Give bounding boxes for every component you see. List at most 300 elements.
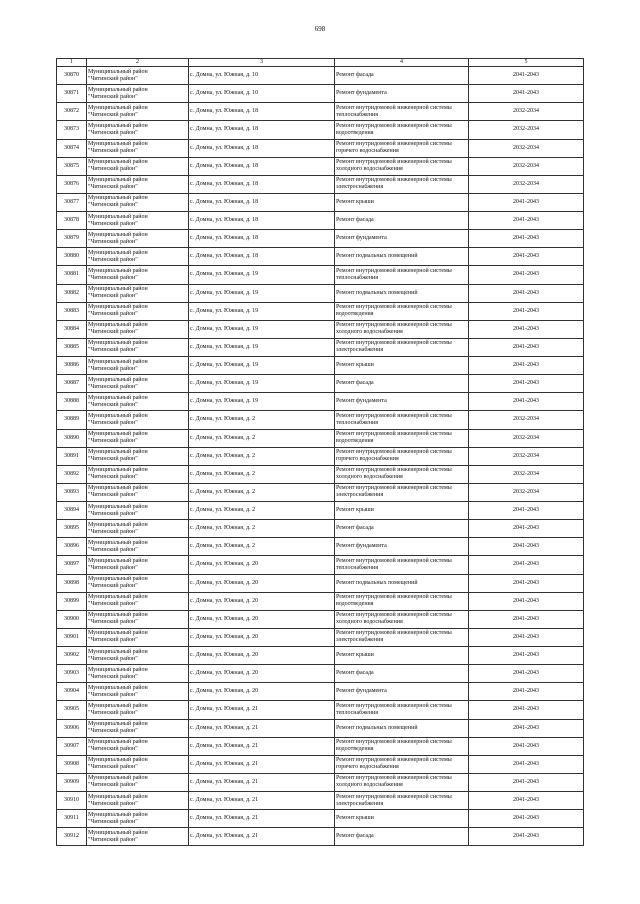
district-cell [87, 103, 189, 121]
district-cell [87, 810, 189, 828]
header-cell: 4 [335, 59, 469, 67]
district-cell [87, 175, 189, 193]
address-cell: с. Домна, ул. Южная, д. 2 [189, 411, 335, 429]
district-cell [87, 67, 189, 85]
row-number-cell: 30903 [57, 665, 87, 683]
row-number-cell: 30889 [57, 411, 87, 429]
work-type-line: Ремонт крыши [336, 652, 374, 659]
work-type-line: Ремонт внутридомовой инженерной системы [336, 412, 452, 419]
address-cell: с. Домна, ул. Южная, д. 19 [189, 302, 335, 320]
address-cell: с. Домна, ул. Южная, д. 20 [189, 592, 335, 610]
work-type-line: электроснабжения [336, 184, 384, 191]
work-type-line: Ремонт внутридомовой инженерной системы [336, 485, 452, 492]
table-body [57, 67, 584, 846]
row-number-cell: 30883 [57, 302, 87, 320]
work-type-line: Ремонт внутридомовой инженерной системы [336, 449, 452, 456]
district-line: Муниципальный район [88, 86, 148, 93]
work-type-cell [335, 773, 469, 791]
district-line: Муниципальный район [88, 177, 148, 184]
row-number-cell: 30901 [57, 628, 87, 646]
row-number-cell: 30898 [57, 574, 87, 592]
table-row [57, 375, 584, 393]
district-line: Муниципальный район [88, 431, 148, 438]
district-line: "Читинский район" [88, 655, 138, 662]
work-type-line: водоотведения [336, 601, 374, 608]
district-cell [87, 266, 189, 284]
work-type-cell [335, 157, 469, 175]
work-type-line: холодного водоснабжения [336, 474, 403, 481]
row-number-cell: 30876 [57, 175, 87, 193]
table-row [57, 357, 584, 375]
district-line: Муниципальный район [88, 286, 148, 293]
period-cell: 2041-2043 [469, 302, 584, 320]
district-line: Муниципальный район [88, 467, 148, 474]
period-cell: 2041-2043 [469, 665, 584, 683]
district-cell [87, 737, 189, 755]
row-number-cell: 30875 [57, 157, 87, 175]
district-line: Муниципальный район [88, 141, 148, 148]
address-cell: с. Домна, ул. Южная, д. 18 [189, 248, 335, 266]
work-type-cell [335, 719, 469, 737]
district-cell [87, 828, 189, 846]
work-type-line: водоотведения [336, 746, 374, 753]
work-type-line: Ремонт внутридомовой инженерной системы [336, 122, 452, 129]
row-number-cell: 30888 [57, 393, 87, 411]
district-line: Муниципальный район [88, 358, 148, 365]
district-cell [87, 411, 189, 429]
table-row [57, 665, 584, 683]
district-line: Муниципальный район [88, 557, 148, 564]
work-type-line: Ремонт внутридомовой инженерной системы [336, 793, 452, 800]
work-type-cell [335, 792, 469, 810]
district-line: Муниципальный район [88, 793, 148, 800]
district-cell [87, 212, 189, 230]
row-number-cell: 30896 [57, 538, 87, 556]
address-cell: с. Домна, ул. Южная, д. 19 [189, 393, 335, 411]
row-number-cell: 30907 [57, 737, 87, 755]
district-line: Муниципальный район [88, 811, 148, 818]
work-type-cell [335, 393, 469, 411]
address-cell: с. Домна, ул. Южная, д. 18 [189, 230, 335, 248]
row-number-cell: 30904 [57, 683, 87, 701]
work-type-line: теплоснабжения [336, 709, 378, 716]
period-cell: 2041-2043 [469, 338, 584, 356]
work-type-line: Ремонт крыши [336, 198, 374, 205]
work-type-line: Ремонт фасада [336, 72, 374, 79]
work-type-line: электроснабжения [336, 492, 384, 499]
period-cell: 2041-2043 [469, 792, 584, 810]
district-line: Муниципальный район [88, 576, 148, 583]
district-line: "Читинский район" [88, 347, 138, 354]
district-line: "Читинский район" [88, 528, 138, 535]
period-cell: 2041-2043 [469, 520, 584, 538]
district-cell [87, 230, 189, 248]
work-type-cell [335, 755, 469, 773]
district-line: "Читинский район" [88, 274, 138, 281]
work-type-cell [335, 411, 469, 429]
row-number-cell: 30905 [57, 701, 87, 719]
district-line: "Читинский район" [88, 93, 138, 100]
district-line: Муниципальный район [88, 630, 148, 637]
district-cell [87, 683, 189, 701]
row-number-cell: 30874 [57, 139, 87, 157]
district-line: "Читинский район" [88, 691, 138, 698]
address-cell: с. Домна, ул. Южная, д. 18 [189, 175, 335, 193]
period-cell: 2041-2043 [469, 357, 584, 375]
table-row [57, 121, 584, 139]
work-type-line: Ремонт фундамента [336, 398, 387, 405]
work-type-cell [335, 465, 469, 483]
district-cell [87, 592, 189, 610]
period-cell: 2032-2034 [469, 157, 584, 175]
work-type-cell [335, 85, 469, 103]
work-type-line: Ремонт внутридомовой инженерной системы [336, 557, 452, 564]
table-row [57, 755, 584, 773]
district-line: "Читинский район" [88, 800, 138, 807]
work-type-line: холодного водоснабжения [336, 329, 403, 336]
district-line: Муниципальный район [88, 485, 148, 492]
period-cell: 2041-2043 [469, 284, 584, 302]
address-cell: с. Домна, ул. Южная, д. 20 [189, 556, 335, 574]
district-cell [87, 284, 189, 302]
district-line: Муниципальный район [88, 322, 148, 329]
work-type-cell [335, 320, 469, 338]
work-type-cell [335, 284, 469, 302]
work-type-line: Ремонт внутридомовой инженерной системы [336, 304, 452, 311]
address-cell: с. Домна, ул. Южная, д. 21 [189, 737, 335, 755]
district-line: "Читинский район" [88, 546, 138, 553]
row-number-cell: 30870 [57, 67, 87, 85]
table-row [57, 701, 584, 719]
address-cell: с. Домна, ул. Южная, д. 10 [189, 85, 335, 103]
row-number-cell: 30897 [57, 556, 87, 574]
table-row [57, 266, 584, 284]
district-line: "Читинский район" [88, 474, 138, 481]
work-type-cell [335, 375, 469, 393]
work-type-line: теплоснабжения [336, 564, 378, 571]
period-cell: 2041-2043 [469, 719, 584, 737]
district-cell [87, 538, 189, 556]
work-type-line: Ремонт фасада [336, 670, 374, 677]
work-type-cell [335, 483, 469, 501]
period-cell: 2041-2043 [469, 85, 584, 103]
district-line: Муниципальный район [88, 104, 148, 111]
work-type-line: теплоснабжения [336, 419, 378, 426]
period-cell: 2032-2034 [469, 139, 584, 157]
work-type-cell [335, 230, 469, 248]
work-type-cell [335, 357, 469, 375]
row-number-cell: 30894 [57, 502, 87, 520]
district-cell [87, 248, 189, 266]
district-line: "Читинский район" [88, 601, 138, 608]
work-type-line: Ремонт крыши [336, 362, 374, 369]
period-cell: 2032-2034 [469, 465, 584, 483]
row-number-cell: 30910 [57, 792, 87, 810]
address-cell: с. Домна, ул. Южная, д. 2 [189, 520, 335, 538]
district-cell [87, 773, 189, 791]
work-type-line: водоотведения [336, 438, 374, 445]
address-cell: с. Домна, ул. Южная, д. 21 [189, 810, 335, 828]
period-cell: 2041-2043 [469, 737, 584, 755]
district-line: Муниципальный район [88, 213, 148, 220]
work-type-line: электроснабжения [336, 637, 384, 644]
district-line: Муниципальный район [88, 648, 148, 655]
work-type-cell [335, 447, 469, 465]
address-cell: с. Домна, ул. Южная, д. 20 [189, 610, 335, 628]
table-row [57, 610, 584, 628]
district-cell [87, 157, 189, 175]
district-line: "Читинский район" [88, 564, 138, 571]
work-type-cell [335, 628, 469, 646]
address-cell: с. Домна, ул. Южная, д. 20 [189, 574, 335, 592]
work-type-line: Ремонт внутридомовой инженерной системы [336, 775, 452, 782]
period-cell: 2041-2043 [469, 556, 584, 574]
work-type-cell [335, 175, 469, 193]
row-number-cell: 30885 [57, 338, 87, 356]
work-type-line: теплоснабжения [336, 274, 378, 281]
district-cell [87, 574, 189, 592]
table-row [57, 302, 584, 320]
work-type-line: Ремонт подвальных помещений [336, 724, 418, 731]
period-cell: 2041-2043 [469, 755, 584, 773]
row-number-cell: 30877 [57, 193, 87, 211]
row-number-cell: 30899 [57, 592, 87, 610]
work-type-line: Ремонт крыши [336, 815, 374, 822]
row-number-cell: 30882 [57, 284, 87, 302]
work-type-line: Ремонт внутридомовой инженерной системы [336, 159, 452, 166]
period-cell: 2041-2043 [469, 647, 584, 665]
district-line: "Читинский район" [88, 220, 138, 227]
work-type-cell [335, 556, 469, 574]
address-cell: с. Домна, ул. Южная, д. 19 [189, 375, 335, 393]
district-line: Муниципальный район [88, 159, 148, 166]
district-line: Муниципальный район [88, 539, 148, 546]
district-cell [87, 520, 189, 538]
work-type-line: Ремонт фасада [336, 217, 374, 224]
district-cell [87, 375, 189, 393]
work-type-line: холодного водоснабжения [336, 166, 403, 173]
district-cell [87, 665, 189, 683]
period-cell: 2032-2034 [469, 483, 584, 501]
work-type-line: Ремонт фасада [336, 525, 374, 532]
table-row [57, 103, 584, 121]
row-number-cell: 30886 [57, 357, 87, 375]
work-type-line: Ремонт внутридомовой инженерной системы [336, 431, 452, 438]
table-row [57, 67, 584, 85]
district-line: "Читинский район" [88, 583, 138, 590]
district-cell [87, 357, 189, 375]
table-row [57, 193, 584, 211]
district-line: "Читинский район" [88, 746, 138, 753]
work-type-line: Ремонт подвальных помещений [336, 253, 418, 260]
work-type-line: холодного водоснабжения [336, 619, 403, 626]
district-line: "Читинский район" [88, 311, 138, 318]
district-cell [87, 429, 189, 447]
address-cell: с. Домна, ул. Южная, д. 18 [189, 212, 335, 230]
address-cell: с. Домна, ул. Южная, д. 2 [189, 538, 335, 556]
district-line: Муниципальный район [88, 195, 148, 202]
district-line: Муниципальный район [88, 739, 148, 746]
table-row [57, 157, 584, 175]
district-cell [87, 701, 189, 719]
work-type-line: горячего водоснабжения [336, 764, 399, 771]
period-cell: 2041-2043 [469, 266, 584, 284]
address-cell: с. Домна, ул. Южная, д. 19 [189, 338, 335, 356]
work-type-cell [335, 592, 469, 610]
work-type-cell [335, 610, 469, 628]
table-row [57, 737, 584, 755]
table-row [57, 447, 584, 465]
work-type-cell [335, 302, 469, 320]
work-type-line: Ремонт фундамента [336, 688, 387, 695]
row-number-cell: 30900 [57, 610, 87, 628]
row-number-cell: 30895 [57, 520, 87, 538]
district-line: Муниципальный район [88, 122, 148, 129]
work-type-line: электроснабжения [336, 800, 384, 807]
district-line: "Читинский район" [88, 202, 138, 209]
work-type-line: водоотведения [336, 311, 374, 318]
table-row [57, 393, 584, 411]
table-row [57, 592, 584, 610]
work-type-line: Ремонт крыши [336, 507, 374, 514]
address-cell: с. Домна, ул. Южная, д. 21 [189, 828, 335, 846]
district-line: Муниципальный район [88, 376, 148, 383]
row-number-cell: 30891 [57, 447, 87, 465]
table-row [57, 683, 584, 701]
district-line: "Читинский район" [88, 184, 138, 191]
row-number-cell: 30911 [57, 810, 87, 828]
address-cell: с. Домна, ул. Южная, д. 2 [189, 483, 335, 501]
district-cell [87, 302, 189, 320]
district-cell [87, 447, 189, 465]
address-cell: с. Домна, ул. Южная, д. 20 [189, 628, 335, 646]
address-cell: с. Домна, ул. Южная, д. 2 [189, 447, 335, 465]
work-type-line: Ремонт внутридомовой инженерной системы [336, 141, 452, 148]
table-row [57, 284, 584, 302]
period-cell: 2041-2043 [469, 502, 584, 520]
district-line: Муниципальный район [88, 449, 148, 456]
district-line: Муниципальный район [88, 721, 148, 728]
district-line: "Читинский район" [88, 365, 138, 372]
period-cell: 2041-2043 [469, 375, 584, 393]
row-number-cell: 30906 [57, 719, 87, 737]
district-line: Муниципальный район [88, 304, 148, 311]
table-row [57, 792, 584, 810]
table-row [57, 230, 584, 248]
address-cell: с. Домна, ул. Южная, д. 18 [189, 139, 335, 157]
address-cell: с. Домна, ул. Южная, д. 20 [189, 683, 335, 701]
district-cell [87, 628, 189, 646]
district-line: "Читинский район" [88, 129, 138, 136]
header-cell: 1 [57, 59, 87, 67]
address-cell: с. Домна, ул. Южная, д. 18 [189, 121, 335, 139]
district-line: Муниципальный район [88, 757, 148, 764]
table-row [57, 628, 584, 646]
district-cell [87, 647, 189, 665]
district-line: Муниципальный район [88, 829, 148, 836]
period-cell: 2041-2043 [469, 810, 584, 828]
header-cell: 5 [469, 59, 584, 67]
district-line: Муниципальный район [88, 702, 148, 709]
district-line: Муниципальный район [88, 684, 148, 691]
table-row [57, 483, 584, 501]
table-row [57, 828, 584, 846]
district-cell [87, 502, 189, 520]
address-cell: с. Домна, ул. Южная, д. 2 [189, 502, 335, 520]
address-cell: с. Домна, ул. Южная, д. 19 [189, 266, 335, 284]
period-cell: 2032-2034 [469, 429, 584, 447]
work-type-cell [335, 647, 469, 665]
district-line: "Читинский район" [88, 818, 138, 825]
work-type-cell [335, 338, 469, 356]
work-type-line: Ремонт внутридомовой инженерной системы [336, 322, 452, 329]
work-type-cell [335, 193, 469, 211]
district-cell [87, 320, 189, 338]
district-line: Муниципальный район [88, 394, 148, 401]
period-cell: 2032-2034 [469, 121, 584, 139]
work-type-line: Ремонт внутридомовой инженерной системы [336, 612, 452, 619]
table-row [57, 574, 584, 592]
district-line: Муниципальный район [88, 68, 148, 75]
period-cell: 2041-2043 [469, 393, 584, 411]
table-row [57, 175, 584, 193]
table-row [57, 429, 584, 447]
district-cell [87, 338, 189, 356]
row-number-cell: 30873 [57, 121, 87, 139]
work-type-cell [335, 810, 469, 828]
district-cell [87, 393, 189, 411]
district-line: "Читинский район" [88, 438, 138, 445]
address-cell: с. Домна, ул. Южная, д. 20 [189, 665, 335, 683]
district-line: "Читинский район" [88, 673, 138, 680]
work-type-line: электроснабжения [336, 347, 384, 354]
table-row [57, 719, 584, 737]
district-line: "Читинский район" [88, 148, 138, 155]
district-line: "Читинский район" [88, 401, 138, 408]
district-line: "Читинский район" [88, 492, 138, 499]
work-type-cell [335, 538, 469, 556]
work-type-line: Ремонт внутридомовой инженерной системы [336, 702, 452, 709]
work-type-cell [335, 665, 469, 683]
address-cell: с. Домна, ул. Южная, д. 21 [189, 755, 335, 773]
period-cell: 2032-2034 [469, 103, 584, 121]
work-type-cell [335, 828, 469, 846]
district-line: "Читинский район" [88, 383, 138, 390]
work-type-line: Ремонт внутридомовой инженерной системы [336, 104, 452, 111]
work-type-cell [335, 139, 469, 157]
district-cell [87, 121, 189, 139]
district-line: Муниципальный район [88, 521, 148, 528]
district-cell [87, 719, 189, 737]
district-cell [87, 792, 189, 810]
work-type-line: Ремонт внутридомовой инженерной системы [336, 739, 452, 746]
row-number-cell: 30881 [57, 266, 87, 284]
row-number-cell: 30908 [57, 755, 87, 773]
row-number-cell: 30902 [57, 647, 87, 665]
work-type-line: Ремонт внутридомовой инженерной системы [336, 177, 452, 184]
address-cell: с. Домна, ул. Южная, д. 19 [189, 357, 335, 375]
row-number-cell: 30890 [57, 429, 87, 447]
table-row [57, 538, 584, 556]
district-cell [87, 610, 189, 628]
address-cell: с. Домна, ул. Южная, д. 18 [189, 157, 335, 175]
district-line: Муниципальный район [88, 340, 148, 347]
work-type-line: Ремонт фасада [336, 380, 374, 387]
work-type-line: горячего водоснабжения [336, 148, 399, 155]
address-cell: с. Домна, ул. Южная, д. 21 [189, 719, 335, 737]
table-row [57, 411, 584, 429]
address-cell: с. Домна, ул. Южная, д. 18 [189, 193, 335, 211]
